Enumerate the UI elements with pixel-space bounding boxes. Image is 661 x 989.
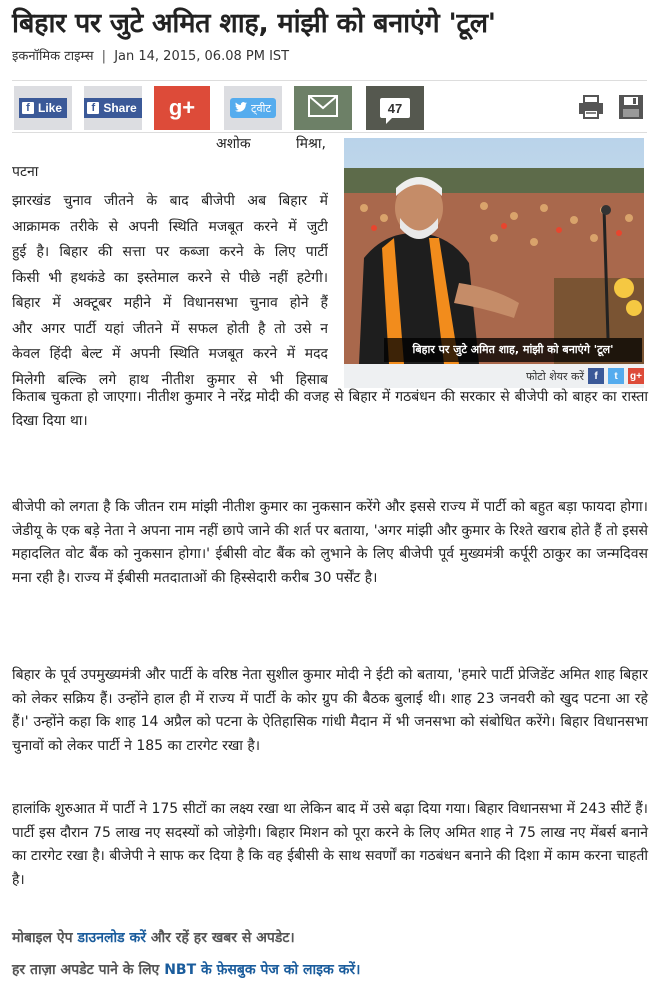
author-first-name: अशोक bbox=[216, 136, 251, 152]
photo-facebook-icon[interactable]: f bbox=[588, 368, 604, 384]
email-button[interactable] bbox=[294, 86, 352, 130]
like-label: Like bbox=[37, 101, 62, 115]
facebook-share-button[interactable] bbox=[84, 86, 142, 130]
comments-button[interactable] bbox=[366, 86, 424, 130]
app-promo-prefix: मोबाइल ऐप bbox=[12, 930, 78, 946]
article-photo[interactable] bbox=[344, 138, 644, 364]
author bbox=[216, 134, 326, 153]
paragraph-1-line: झारखंड चुनाव जीतने के बाद बीजेपी अब बिहार में bbox=[12, 193, 328, 209]
app-download-link[interactable]: डाउनलोड करें bbox=[77, 930, 146, 946]
tweet-label: ट्वीट bbox=[250, 101, 272, 115]
paragraph-1-line: आक्रामक तरीके से अपनी स्थिति मजबूत करने में जुटी bbox=[12, 218, 328, 235]
mail-icon bbox=[308, 95, 338, 121]
facebook-like-badge bbox=[19, 98, 67, 118]
facebook-share-badge bbox=[84, 98, 141, 118]
paragraph-2: बीजेपी को लगता है कि जीतन राम मांझी नीतीश कुमार का नुकसान करेंगे और इससे राज्य में पार्टी को बहुत बड़ा फायदा होगा। जेडीयू के एक बड़े नेता ने अपना नाम नहीं छापे जाने की शर्त पर बताया, 'अगर मांझी और कुमार के रिश्ते खराब होते हैं तो इससे महादलित वोट बैंक को नुकसान होगा।' ईबीसी वोट बैंक को लुभाने के लिए बीजेपी पूर्व मुख्यमंत्री कर्पूरी ठाकुर का जन्मदिवस मना रही है। राज्य में ईबीसी मतदाताओं की हिस्सेदारी करीब 30 पर्सेंट है। bbox=[12, 499, 648, 586]
photo-share-label: फोटो शेयर करें bbox=[525, 369, 584, 383]
facebook-page-link[interactable]: NBT के फ़ेसबुक पेज को लाइक करें। bbox=[164, 962, 361, 978]
paragraph-1-line: किसी भी हथकंडे का इस्तेमाल करने से पीछे नहीं हटेगी। bbox=[12, 269, 328, 286]
publish-date: Jan 14, 2015, 06.08 PM IST bbox=[114, 49, 290, 64]
share-label: Share bbox=[103, 101, 137, 115]
facebook-icon: f bbox=[87, 102, 99, 114]
paragraph-4: हालांकि शुरुआत में पार्टी ने 175 सीटों का लक्ष्य रखा था लेकिन बाद में उसे बढ़ा दिया गया। बिहार विधानसभा में 243 सीटें हैं। पार्टी इस दौरान 75 लाख नए सदस्यों को जोड़ेगी। बिहार मिशन को पूरा करने के लिए अमित शाह ने 75 लाख नए मेंबर्स बनाने का टारगेट रखा है। बीजेपी ने साफ कर दिया है कि वह ईबीसी के साथ सवर्णों का गठबंधन बनाने की दिशा में काम करना चाहती है। bbox=[12, 801, 648, 888]
divider-bottom bbox=[12, 132, 647, 133]
google-plus-button[interactable] bbox=[154, 86, 210, 130]
facebook-like-button[interactable] bbox=[14, 86, 72, 130]
facebook-promo bbox=[12, 960, 360, 979]
photo-container bbox=[344, 138, 644, 388]
facebook-icon: f bbox=[22, 102, 34, 114]
app-promo bbox=[12, 928, 295, 947]
dateline-place: पटना bbox=[12, 164, 39, 180]
print-icon[interactable] bbox=[576, 92, 606, 122]
comment-count-icon bbox=[380, 98, 410, 118]
photo-caption: बिहार पर जुटे अमित शाह, मांझी को बनाएंगे 'टूल' bbox=[384, 338, 642, 362]
paragraph-3: बिहार के पूर्व उपमुख्यमंत्री और पार्टी के वरिष्ठ नेता सुशील कुमार मोदी ने ईटी को बताया, 'हमारे पार्टी प्रेजिडेंट अमित शाह बिहार को लेकर सक्रिय हैं। उन्होंने हाल ही में राज्य में पार्टी के कोर ग्रुप की बैठक बुलाई थी। शाह 23 जनवरी को खुद पटना आ रहे हैं।' उन्होंने कहा कि शाह 14 अप्रैल को पटना के ऐतिहासिक गांधी मैदान में भी जनसभा को संबोधित करेंगे। बिहार विधानसभा चुनावों को लेकर पार्टी ने 185 का टारगेट रखा है। bbox=[12, 667, 648, 754]
byline-separator: | bbox=[101, 49, 107, 64]
paragraph-1-line: और अगर पार्टी यहां जीतने में सफल होती है तो उसे न bbox=[12, 320, 328, 337]
facebook-promo-prefix: हर ताज़ा अपडेट पाने के लिए bbox=[12, 962, 165, 978]
comment-count: 47 bbox=[387, 100, 403, 116]
photo-illustration bbox=[344, 138, 644, 364]
save-icon[interactable] bbox=[616, 92, 646, 122]
paragraph-1-line: केवल हिंदी बेल्ट में अपनी स्थिति मजबूत करने में मदद bbox=[12, 346, 328, 362]
paragraph-1-line: हुई है। बिहार की सत्ता पर कब्जा करने के लिए पार्टी bbox=[12, 244, 328, 260]
byline bbox=[12, 46, 289, 64]
author-last-name: मिश्रा, bbox=[296, 136, 326, 152]
tweet-button[interactable] bbox=[224, 86, 282, 130]
twitter-bird-icon bbox=[235, 102, 247, 115]
paragraph-1-continued: किताब चुकता हो जाएगा। नीतीश कुमार ने नरेंद्र मोदी की वजह से बिहार में गठबंधन की सरकार से बीजेपी को बाहर का रास्ता दिखा दिया था। bbox=[12, 389, 648, 429]
source-name[interactable]: इकनॉमिक टाइम्स bbox=[12, 49, 94, 64]
app-promo-suffix: और रहें हर खबर से अपडेट। bbox=[145, 930, 295, 946]
paragraph-1-line: बिहार में अक्टूबर महीने में विधानसभा चुनाव होने हैं bbox=[12, 295, 328, 311]
google-plus-icon: g+ bbox=[168, 95, 196, 120]
photo-twitter-icon[interactable]: t bbox=[608, 368, 624, 384]
photo-google-plus-icon[interactable]: g+ bbox=[628, 368, 644, 384]
paragraph-1-line: मिलेगी बल्कि लगे हाथ नीतीश कुमार से भी हिसाब bbox=[12, 371, 328, 388]
tweet-badge bbox=[230, 98, 276, 118]
photo-share-bar bbox=[526, 366, 644, 386]
divider-top bbox=[12, 80, 647, 81]
headline: बिहार पर जुटे अमित शाह, मांझी को बनाएंगे 'टूल' bbox=[12, 8, 496, 39]
